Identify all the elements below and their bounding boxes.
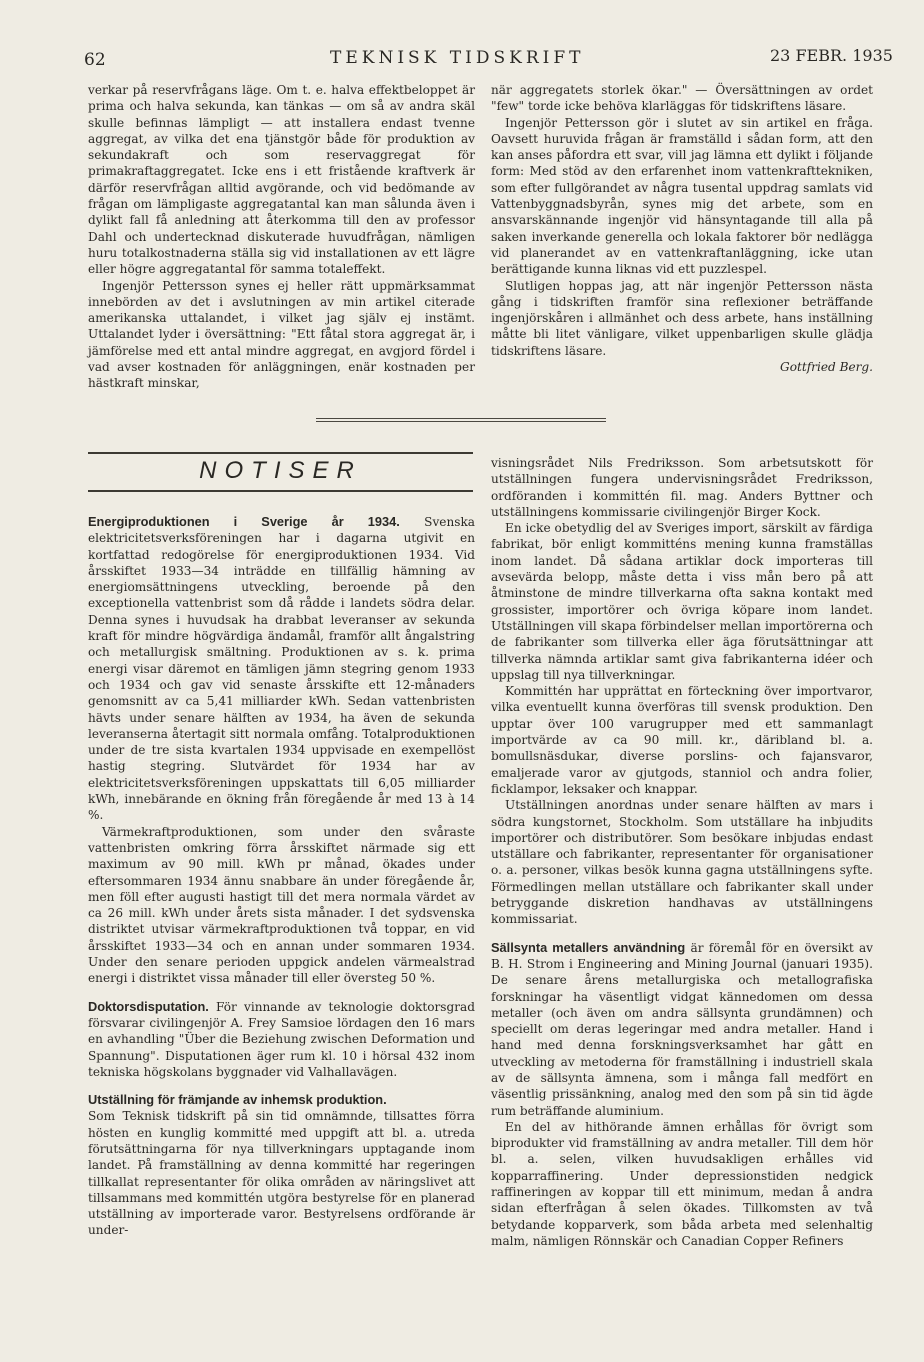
news-paragraph: Som Teknisk tidskrift på sin tid omnämnde, tillsattes förra hösten en kunglig kommitté med uppgift att bl. a. utreda förutsättningarna för nya tillverkningars upptagande inom landet. På framställning av denna kommitté har regeringen tillkallat representanter för olika områden av näringslivet att tillsammans med kommittén utgöra bestyrelse för en planerad utställning av importerade varor. Bestyrelsens ordförande är under- xyxy=(88,1109,475,1238)
news-title: Sällsynta metallers användning xyxy=(491,939,686,955)
section-divider xyxy=(316,418,606,419)
news-paragraph: Värmekraftproduktionen, som under den svåraste vattenbristen omkring förra årsskiftet närmade sig ett maximum av 90 mill. kWh pr månad, ökades under eftersommaren 1934 ännu snabbare än under föregående år, men föll efter augusti hastigt till det mera normala värdet av ca 26 mill. kWh under årets sista månader. I det sydsvenska distriktet utvisar värmekraftproduktionen två toppar, en vid årsskiftet 1933—34 och en annan under sommaren 1934. Under den senare perioden uppgick andelen värmealstrad energi i distriktet vissa månader till eller översteg 50 %. xyxy=(88,824,475,986)
news-paragraph: Kommittén har upprättat en förteckning över importvaror, vilka eventuellt kunna överföras till svensk produktion. Den upptar över 100 varugrupper med ett sammanlagt importvärde av ca 90 mill. kr., däribland bl. a. bomullsnäsdukar, diverse porslins- och fajansvaror, emaljerade varor av gjutgods, stanniol och andra folier, ficklampor, leksaker och knappar. xyxy=(491,684,873,796)
article-paragraph: Ingenjör Pettersson synes ej heller rätt uppmärksammat innebörden av det i avslutningen av min artikel citerade amerikanska uttalandet, i vilket jag själv ej instämt. Uttalandet lyder i översättning: "Ett fåtal stora aggregat är, i jämförelse med ett antal mindre aggregat, en avgjord fördel i vad avser kostnaden för anläggningen, enär kostnaden per hästkraft minskar, xyxy=(88,278,475,391)
section-divider xyxy=(316,421,606,422)
article-paragraph: Slutligen hoppas jag, att när ingenjör Pettersson nästa gång i tidskriften framför sina reflexioner beträffande ingenjörskåren i allmänhet och dess arbete, hans inställning måtte bli litet vänligare, vilket uppenbarligen skulle glädja tidskriftens läsare. xyxy=(491,278,873,358)
news-paragraph: En icke obetydlig del av Sveriges import, särskilt av färdiga fabrikat, bör enligt kommitténs mening kunna framställas inom landet. Då sådana artiklar dock importeras till avsevärda belopp, måste detta i viss mån bero på att åtminstone de mindre tillverkarna ofta sakna kontakt med grossister, importörer och övriga köpare inom landet. Utställningen vill skapa förbindelser mellan importörerna och de fabrikanter som tillverka eller äga förutsättningar att tillverka nämnda artiklar samt giva fabrikanterna idéer och uppslag till nya tillverkningar. xyxy=(491,521,873,682)
news-item-energi xyxy=(88,514,475,824)
notiser-left-column xyxy=(88,514,475,1239)
article-paragraph: när aggregatets storlek ökar." — Översättningen av ordet "few" torde icke behöva klarläggas för tidskriftens läsare. xyxy=(491,83,873,114)
section-heading: NOTISER xyxy=(199,457,362,484)
top-left-column xyxy=(88,82,475,392)
author-signature: Gottfried Berg. xyxy=(780,360,873,375)
article-paragraph: Ingenjör Pettersson gör i slutet av sin artikel en fråga. Oavsett huruvida frågan är framställd i sådan form, att den kan anses påfordra ett svar, vill jag lämna ett dylikt i följande form: Med stöd av den erfarenhet inom vattenkrafttekniken, som efter fullgörandet av några tusental uppdrag samlats vid Vattenbyggnadsbyrån, synes mig det arbete, som en ansvarskännande ingenjör vid hänsyntagande till alla på saken inverkande generella och lokala faktorer bör nedlägga vid planerandet av en vattenkraftanläggning, icke utan berättigande kunna liknas vid ett puzzlespel. xyxy=(491,115,873,277)
news-title-utstallning: Utställning för främjande av inhemsk produktion. xyxy=(88,1092,387,1108)
news-item-metaller xyxy=(491,940,873,1119)
news-title: Doktorsdisputation. xyxy=(88,998,209,1014)
journal-title: TEKNISK TIDSKRIFT xyxy=(330,48,585,68)
page-number: 62 xyxy=(84,50,106,70)
top-right-column xyxy=(491,82,873,375)
news-title: Energiproduktionen i Sverige år 1934. xyxy=(88,514,400,529)
notiser-right-column xyxy=(491,455,873,1249)
news-paragraph: Utställningen anordnas under senare hälften av mars i södra kungstornet, Stockholm. Som utställare ha inbjudits importörer och distributörer. Som besökare inbjudas endast utställare och fabrikanter, representanter för organisationer o. a. personer, vilkas besök kunna gagna utställningens syfte. Förmedlingen mellan utställare och fabrikanter skall under betryggande diskretion handhavas av utställningens kommissariat. xyxy=(491,798,873,927)
news-text: Svenska elektricitetsverksföreningen har i dagarna utgivit en kortfattad redogörelse för energiproduktionen 1934. Vid årsskiftet 1933—34 inträdde en tillfällig hämning av energiomsättningens utveckling, beroende på den exceptionella vattenbrist som då rådde i landets södra delar. Denna synes i huvudsak ha drabbat leveranser av sekunda kraft för mindre högvärdiga ändamål, framför allt ångalstring och metallurgisk smältning. Produktionen av s. k. prima energi visar däremot en tämligen jämn stegring genom 1933 och 1934 och gav vid senaste årsskifte ett 12-månaders genomsnitt av ca 5,41 milliarder kWh. Sedan vattenbristen hävts under senare hälften av 1934, ha även de sekunda leveranserna återtagit sitt normala omfång. Totalproduktionen under de tre sista kvartalen 1934 uppvisade en exempellöst hastig stegring. Slutvärdet för 1934 har av elektricitetsverksföreningen uppskattats till 6,05 milliarder kWh, innebärande en ökning från föregående år med 13 à 14 %. xyxy=(88,515,475,823)
news-item-doktor xyxy=(88,999,475,1080)
article-paragraph: verkar på reservfrågans läge. Om t. e. halva effektbeloppet är prima och halva sekunda, kan tänkas — om så av andra skäl skulle befinnas lämpligt — att installera endast tvenne aggregat, av vilka det ena tjänstgör både för produktion av sekundakraft och som reservaggregat för primakraftaggregatet. Icke ens i ett fristående kraftverk är därför reservfrågan alltid avgörande, och vid bedömande av frågan om lämpligaste aggregatantal kan man sålunda även i dylikt fall få anledning att återkomma till den av professor Dahl och undertecknad diskuterade huvudfrågan, nämligen huru totalkostnaderna ställa sig vid installationen av ett lägre eller högre aggregatantal för samma totaleffekt. xyxy=(88,83,475,277)
news-paragraph: visningsrådet Nils Fredriksson. Som arbetsutskott för utställningen fungera undervisningsrådet Fredriksson, ordföranden i kommittén fil. mag. Anders Byttner och utställningens kommissarie civilingenjör Birger Kock. xyxy=(491,456,873,519)
news-paragraph: En del av hithörande ämnen erhållas för övrigt som biprodukter vid framställning av andra metaller. Till dem hör bl. a. selen, vilken huvudsakligen erhålles vid kopparraffinering. Under depressionstiden nedgick raffineringen av koppar till ett minimum, medan å andra sidan efterfrågan å selen ökades. Tillkomsten av två betydande kopparverk, som båda arbeta med selenhaltig malm, nämligen Rönnskär och Canadian Copper Refiners xyxy=(491,1119,873,1248)
issue-date: 23 FEBR. 1935 xyxy=(770,46,893,65)
news-text: är föremål för en översikt av B. H. Strom i Engineering and Mining Journal (januari 1935). De senare årens metallurgiska och metallografiska forskningar ha väsentligt vidgat kännedomen om dessa metaller (och även om andra sällsynta grundämnen) och speciellt om deras legeringar med andra metaller. Hand i hand med denna forskningsverksamhet har gått en utveckling av metoderna för framställning i industriell skala av de sällsynta ämnena, som i många fall medfört en väsentlig prissänkning, analog med den som på sin tid ägde rum beträffande aluminium. xyxy=(491,940,874,1118)
section-heading-box xyxy=(88,452,473,492)
news-text: För vinnande av teknologie doktorsgrad försvarar civilingenjör A. Frey Samsioe lördagen den 16 mars en avhandling "Über die Beziehung zwischen Deformation und Spannung". Disputationen äger rum kl. 10 i hörsal 432 inom tekniska högskolans byggnader vid Valhallavägen. xyxy=(88,999,475,1079)
